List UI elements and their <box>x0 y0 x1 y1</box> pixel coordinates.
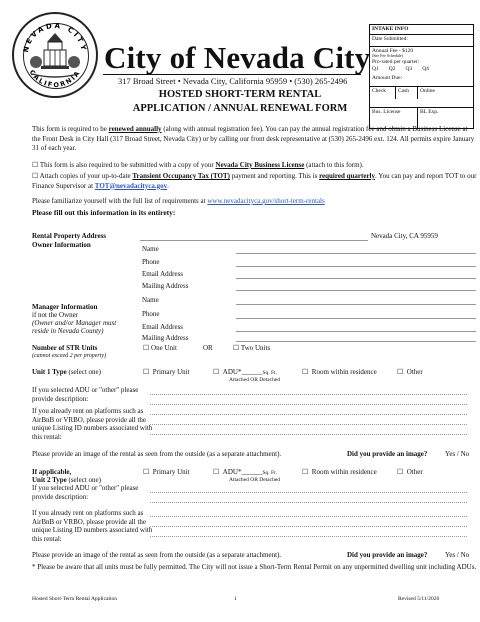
annual-fee: Annual Fee - $120 <box>372 47 414 54</box>
city-address: 317 Broad Street • Nevada City, California 95959 • (530) 265-2496 <box>118 76 348 86</box>
fee-schedule: (See Fee Schedule) <box>372 53 403 59</box>
manager-email-field[interactable] <box>236 331 476 332</box>
quarter-3[interactable]: Q3 <box>405 65 413 72</box>
svg-text:CALIFORNIA <box>28 68 83 89</box>
owner-phone-field[interactable] <box>236 266 476 267</box>
requirements-line: Please familiarize yourself with the full list of requirements at www.nevadacityca.gov/short-term-rentals <box>32 197 325 205</box>
manager-note-2: reside in Nevada County) <box>32 327 104 335</box>
unit2-adu-option[interactable]: ☐ ADU*______Sq. Ft. <box>213 468 277 476</box>
unit1-type-label: Unit 1 Type (select one) <box>32 368 101 376</box>
manager-info-label: Manager Information <box>32 303 98 311</box>
str-units-label: Number of STR Units <box>32 344 98 352</box>
unit2-listing-field-2[interactable] <box>150 526 467 527</box>
form-title-line2: APPLICATION / ANNUAL RENEWAL FORM <box>132 103 348 114</box>
unit1-yes-no[interactable]: Yes / No <box>445 450 470 458</box>
one-unit-checkbox[interactable]: ☐ <box>143 344 150 352</box>
unit1-listing-field-3[interactable] <box>150 434 467 435</box>
owner-info-label: Owner Information <box>32 241 91 249</box>
payment-online[interactable]: Online <box>420 87 435 94</box>
date-submitted[interactable]: Date Submitted: <box>370 35 473 47</box>
page-number: 1 <box>234 596 237 602</box>
city-suffix: Nevada City, CA 95959 <box>371 232 438 240</box>
business-license-text: Nevada City Business License <box>215 161 305 169</box>
intro-paragraph: This form is required to be renewed annually (along with annual registration fee). You can pay the annual registration fee and obtain a Business License at the Front Desk in City Hall (317 Broad Street, Nevada City) or by calling our front desk representative at (530) 265-2496 ext. 124. All permits expire January 31 of each year. <box>32 125 475 153</box>
quarter-4[interactable]: Q4 <box>422 65 429 72</box>
owner-name-field[interactable] <box>236 253 476 254</box>
unit1-other-option[interactable]: ☐ Other <box>397 368 423 376</box>
required-quarterly: required quarterly <box>319 172 375 180</box>
owner-email-label: Email Address <box>142 270 184 278</box>
unit2-listing-field-3[interactable] <box>150 536 467 537</box>
owner-mailing-label: Mailing Address <box>142 282 189 290</box>
checkbox-license[interactable]: ☐ <box>32 161 39 169</box>
quarter-1[interactable]: Q1 <box>372 65 379 72</box>
manager-phone-label: Phone <box>142 310 160 318</box>
one-unit-option[interactable]: ☐ One Unit <box>143 344 177 352</box>
str-units-note: (cannot exceed 2 per property) <box>32 353 107 359</box>
city-seal <box>12 12 98 98</box>
tot-text: Transient Occupancy Tax (TOT) <box>132 172 230 180</box>
unit2-desc-field[interactable] <box>150 492 467 493</box>
permit-warning: * Please be aware that all units must be fully permitted. The City will not issue a Short-Term Rental Permit on any unpermitted dwelling unit including ADUs. <box>32 563 477 571</box>
form-title-line1: HOSTED SHORT-TERM RENTAL <box>158 89 322 100</box>
manager-phone-field[interactable] <box>236 318 476 319</box>
unit2-image-question: Did you provide an image? <box>347 551 428 559</box>
unit2-yes-no[interactable]: Yes / No <box>445 551 470 559</box>
unit2-adu-desc-label: If you selected ADU or "other" please provide description: <box>32 484 139 501</box>
unit1-image-request: Please provide an image of the rental as seen from the outside (as a separate attachment). <box>32 450 282 458</box>
unit1-adu-desc-label: If you selected ADU or "other" please provide description: <box>32 386 139 403</box>
unit2-platforms-label: If you already rent on platforms such as AirBnB or VRBO, please provide all the unique Listing ID numbers associated with this rental: <box>32 509 153 543</box>
owner-phone-label: Phone <box>142 258 160 266</box>
unit1-desc-field[interactable] <box>150 394 467 395</box>
unit1-desc-field-2[interactable] <box>150 404 467 405</box>
checkbox-license-row[interactable]: ☐ This form is also required to be submitted with a copy of your Nevada City Business License (attach to this form). <box>32 161 364 169</box>
manager-mailing-field[interactable] <box>236 341 476 342</box>
two-units-option[interactable]: ☐ Two Units <box>233 344 271 352</box>
payment-cash[interactable]: Cash <box>396 87 418 99</box>
title-rule <box>103 74 361 75</box>
rental-address-label: Rental Property Address <box>32 232 107 240</box>
renewed-annually: renewed annually <box>108 125 162 133</box>
quarter-2[interactable]: Q2 <box>388 65 396 72</box>
unit1-image-question: Did you provide an image? <box>347 450 428 458</box>
manager-note-1: (Owner and/or Manager must <box>32 319 117 327</box>
checkbox-tot-row[interactable]: ☐ Attach copies of your up-to-date Transient Occupancy Tax (TOT) payment and reporting. This is required quarterly. You can pay and report TOT to our Finance Supervisor at TOT@nevadacityca.gov. <box>32 172 477 190</box>
owner-mailing-field[interactable] <box>236 290 476 291</box>
unit1-primary-option[interactable]: ☐ Primary Unit <box>143 368 190 376</box>
unit2-other-option[interactable]: ☐ Other <box>397 468 423 476</box>
unit1-attached: Attached OR Detached <box>229 377 281 383</box>
manager-email-label: Email Address <box>142 323 184 331</box>
payment-check[interactable]: Check <box>370 87 396 99</box>
or-text: OR <box>203 344 213 352</box>
unit2-image-request: Please provide an image of the rental as seen from the outside (as a separate attachment). <box>32 551 282 559</box>
owner-email-field[interactable] <box>236 278 476 279</box>
rental-address-field[interactable] <box>140 240 368 241</box>
prorated: Pro-rated per quarter: <box>372 58 420 65</box>
unit1-room-option[interactable]: ☐ Room within residence <box>302 368 377 376</box>
manager-name-label: Name <box>142 296 159 304</box>
unit1-listing-field-2[interactable] <box>150 424 467 425</box>
manager-name-field[interactable] <box>236 304 476 305</box>
city-name: City of Nevada City <box>104 40 371 75</box>
intake-info-box <box>369 24 474 129</box>
unit1-listing-field-1[interactable] <box>150 414 467 415</box>
owner-name-label: Name <box>142 245 159 253</box>
checkbox-tot[interactable]: ☐ <box>32 172 39 180</box>
manager-info-sub: if not the Owner <box>32 311 79 319</box>
seal-graphic <box>14 14 96 96</box>
manager-mailing-label: Mailing Address <box>142 334 189 342</box>
unit2-room-option[interactable]: ☐ Room within residence <box>302 468 377 476</box>
fill-out-heading: Please fill out this information in its entirety: <box>32 208 176 217</box>
footer-left: Hosted Short-Term Rental Application <box>32 596 118 602</box>
tot-email-link[interactable]: TOT@nevadacityca.gov <box>94 181 168 190</box>
unit2-if-applicable: If applicable, <box>32 468 72 476</box>
unit2-listing-field-1[interactable] <box>150 516 467 517</box>
fee-section <box>370 47 473 87</box>
unit1-adu-option[interactable]: ☐ ADU*______Sq. Ft. <box>213 368 277 376</box>
bl-exp[interactable]: BL Exp. <box>420 108 439 115</box>
unit2-primary-option[interactable]: ☐ Primary Unit <box>143 468 190 476</box>
unit2-desc-field-2[interactable] <box>150 502 467 503</box>
seal-text-bottom: CALIFORNIA <box>27 68 83 90</box>
unit1-platforms-label: If you already rent on platforms such as AirBnB or VRBO, please provide all the unique Listing ID numbers associated with this rental: <box>32 407 153 441</box>
bus-license[interactable]: Bus. License <box>370 108 418 128</box>
unit2-attached: Attached OR Detached <box>229 477 281 483</box>
two-units-checkbox[interactable]: ☐ <box>233 344 240 352</box>
amount-due[interactable]: Amount Due: <box>372 75 403 82</box>
unit2-type-label: Unit 2 Type (select one) <box>32 476 101 484</box>
requirements-link[interactable]: www.nevadacityca.gov/short-term-rentals <box>207 197 325 205</box>
seal-text-top: NEVADA CITY <box>21 21 89 54</box>
intake-title: INTAKE INFO <box>370 25 473 35</box>
footer-revised: Revised 5/11/2026 <box>398 596 440 602</box>
